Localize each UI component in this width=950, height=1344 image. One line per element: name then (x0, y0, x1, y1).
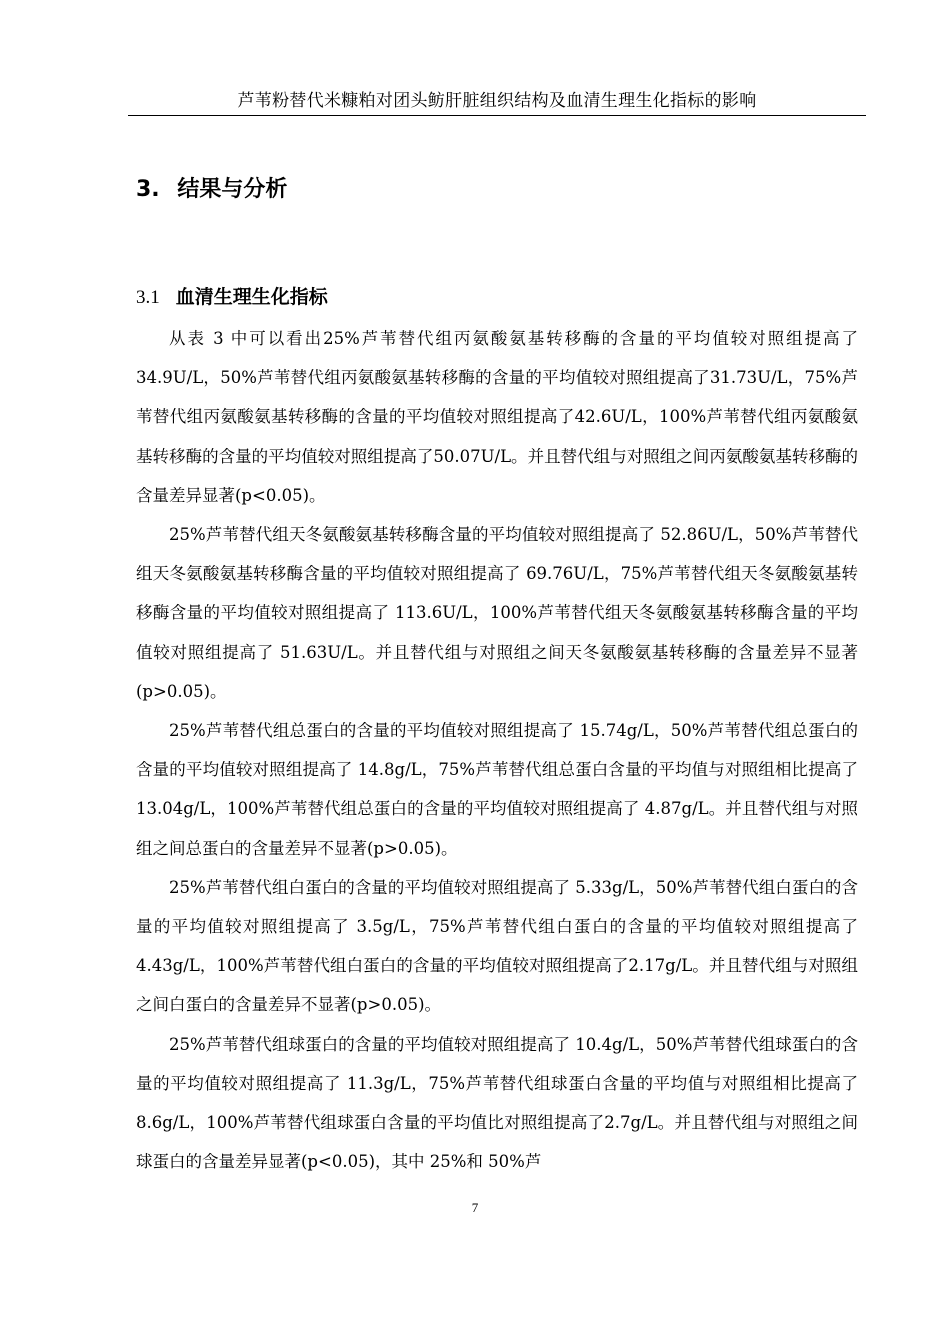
paragraph-globulin: 25%芦苇替代组球蛋白的含量的平均值较对照组提高了 10.4g/L，50%芦苇替代组球蛋白的含量的平均值较对照组提高了 11.3g/L，75%芦苇替代组球蛋白含量的平均值与对照组相比提高了 8.6g/L，100%芦苇替代组球蛋白含量的平均值比对照组提高了2.7g/L。并且替代组与对照组之间球蛋白的含量差异显著(p<0.05)，其中 25%和 50%芦 (136, 1034, 858, 1172)
body-text (136, 319, 858, 1181)
paragraph-total-protein: 25%芦苇替代组总蛋白的含量的平均值较对照组提高了 15.74g/L，50%芦苇替代组总蛋白的含量的平均值较对照组提高了 14.8g/L，75%芦苇替代组总蛋白含量的平均值与对照组相比提高了 13.04g/L，100%芦苇替代组总蛋白的含量的平均值较对照组提高了 4.87g/L。并且替代组与对照组之间总蛋白的含量差异不显著(p>0.05)。 (136, 721, 858, 858)
paragraph-ast: 25%芦苇替代组天冬氨酸氨基转移酶含量的平均值较对照组提高了 52.86U/L，50%芦苇替代组天冬氨酸氨基转移酶含量的平均值较对照组提高了 69.76U/L，75%芦苇替代组天冬氨酸氨基转移酶含量的平均值较对照组提高了 113.6U/L，100%芦苇替代组天冬氨酸氨基转移酶含量的平均值较对照组提高了 51.63U/L。并且替代组与对照组之间天冬氨酸氨基转移酶的含量差异不显著(p>0.05)。 (136, 525, 858, 701)
section-heading (136, 170, 287, 210)
subsection-heading (136, 283, 328, 312)
header-rule (128, 115, 866, 116)
paragraph-albumin: 25%芦苇替代组白蛋白的含量的平均值较对照组提高了 5.33g/L，50%芦苇替代组白蛋白的含量的平均值较对照组提高了 3.5g/L，75%芦苇替代组白蛋白的含量的平均值较对照组提高了 4.43g/L，100%芦苇替代组白蛋白的含量的平均值较对照组提高了2.17g/L。并且替代组与对照组之间白蛋白的含量差异不显著(p>0.05)。 (136, 877, 858, 1015)
page-number: 7 (471, 1200, 479, 1215)
section-title: 结果与分析 (177, 177, 288, 202)
paragraph-alt: 从表 3 中可以看出25%芦苇替代组丙氨酸氨基转移酶的含量的平均值较对照组提高了34.9U/L，50%芦苇替代组丙氨酸氨基转移酶的含量的平均值较对照组提高了31.73U/L，75%芦苇替代组丙氨酸氨基转移酶的含量的平均值较对照组提高了42.6U/L，100%芦苇替代组丙氨酸氨基转移酶的含量的平均值较对照组提高了50.07U/L。并且替代组与对照组之间丙氨酸氨基转移酶的含量差异显著(p<0.05)。 (136, 329, 858, 505)
section-number: 3. (136, 177, 160, 202)
subsection-title: 血清生理生化指标 (175, 286, 328, 308)
subsection-number: 3.1 (136, 287, 160, 308)
running-header: 芦苇粉替代米糠粕对团头鲂肝脏组织结构及血清生理生化指标的影响 (237, 91, 757, 111)
